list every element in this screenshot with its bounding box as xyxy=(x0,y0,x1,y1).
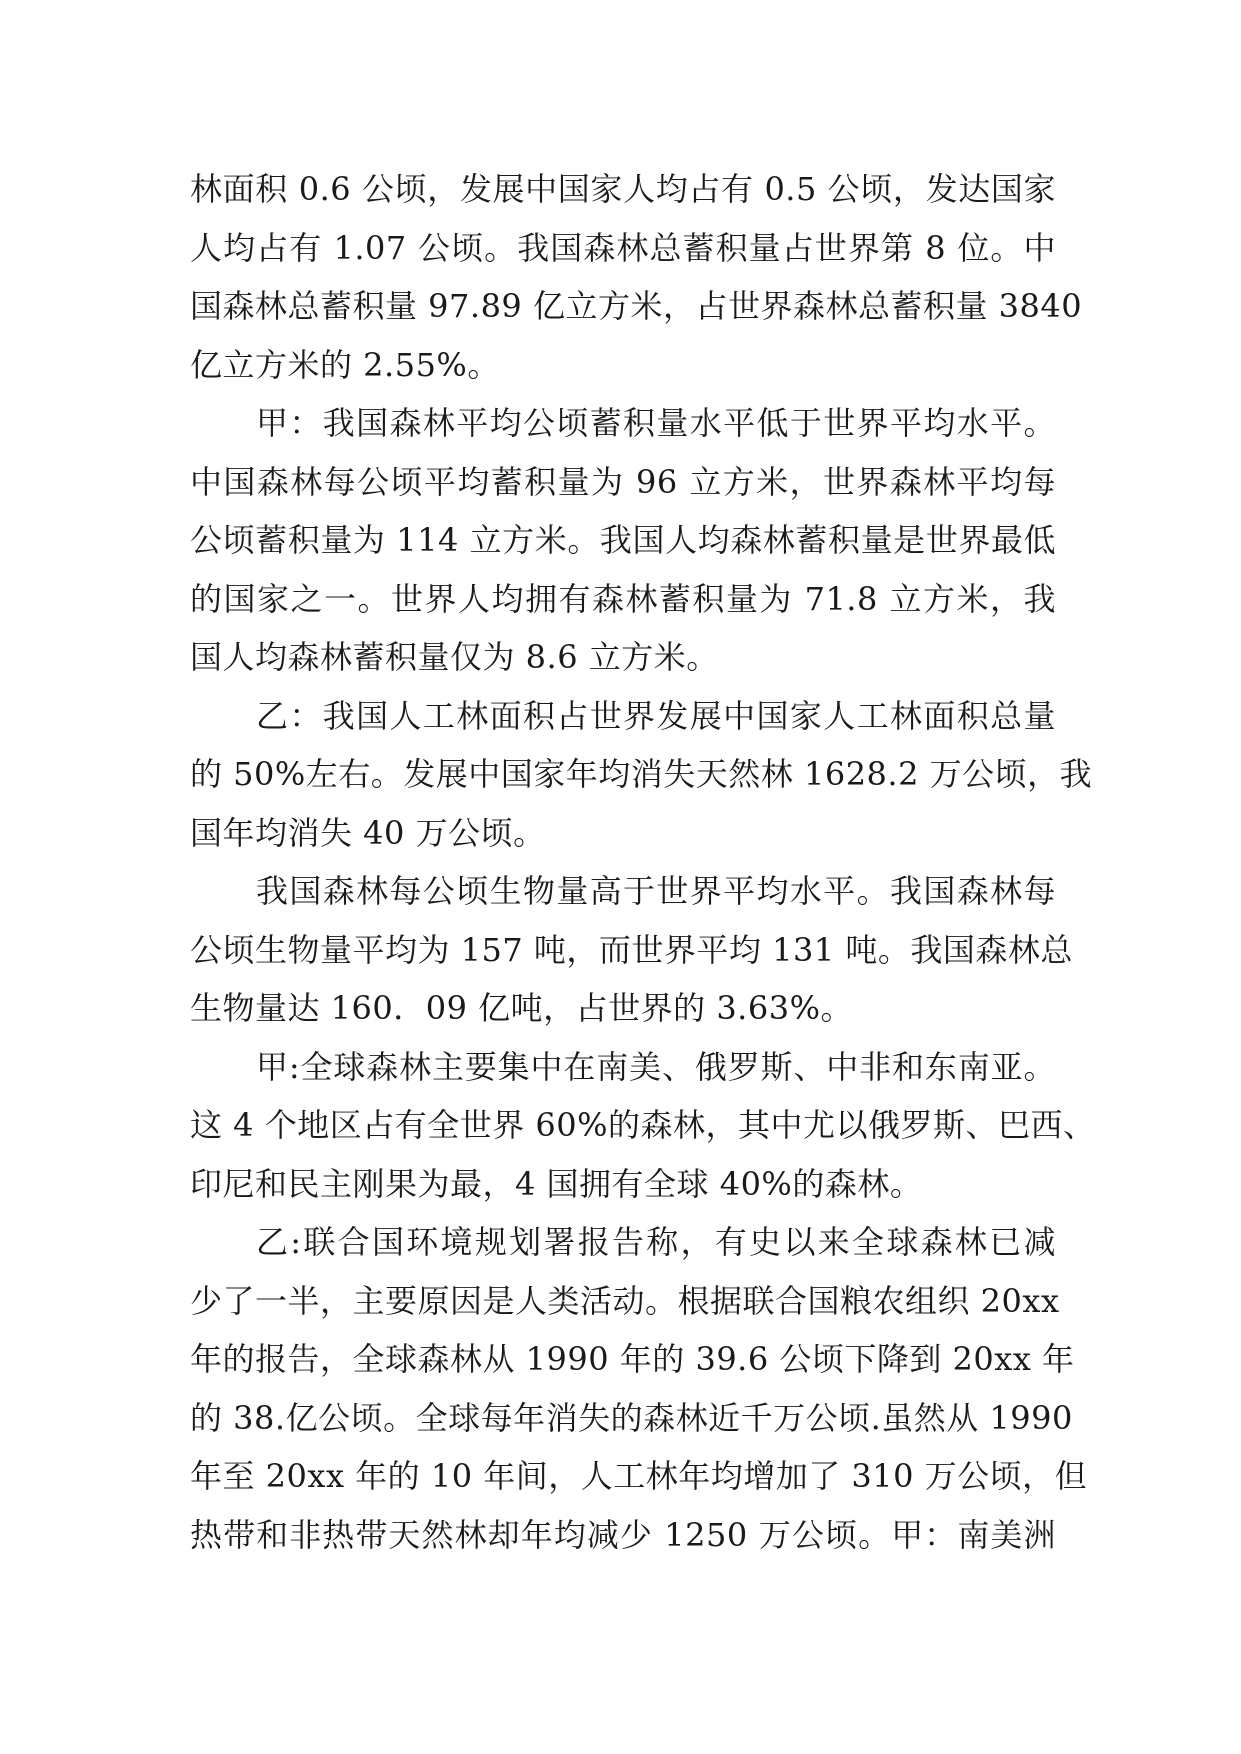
text-line: 的国家之一。世界人均拥有森林蓄积量为 71.8 立方米，我 xyxy=(190,579,1056,618)
text-line: 国人均森林蓄积量仅为 8.6 立方米。 xyxy=(190,638,719,676)
text-line: 热带和非热带天然林却年均减少 1250 万公顷。甲：南美洲 xyxy=(190,1515,1056,1554)
text-line: 公顷生物量平均为 157 吨，而世界平均 131 吨。我国森林总 xyxy=(190,930,1073,969)
text-line: 我国森林每公顷生物量高于世界平均水平。我国森林每 xyxy=(256,872,1056,910)
paragraph-jia-global-distribution xyxy=(190,1038,1096,1214)
text-line: 乙：我国人工林面积占世界发展中国家人工林面积总量 xyxy=(256,696,1056,735)
text-line: 公顷蓄积量为 114 立方米。我国人均森林蓄积量是世界最低 xyxy=(190,521,1056,559)
document-body xyxy=(190,160,1096,1564)
text-line: 乙:联合国环境规划署报告称，有史以来全球森林已减 xyxy=(256,1223,1056,1261)
text-line: 年至 20xx 年的 10 年间，人工林年均增加了 310 万公顷，但 xyxy=(190,1457,1088,1495)
text-line: 的 38.亿公顷。全球每年消失的森林近千万公顷.虽然从 1990 xyxy=(190,1398,1073,1437)
text-line: 国年均消失 40 万公顷。 xyxy=(190,813,546,852)
text-line: 的 50%左右。发展中国家年均消失天然林 1628.2 万公顷，我 xyxy=(190,755,1093,793)
paragraph-jia-stock xyxy=(190,394,1056,687)
text-line: 甲:全球森林主要集中在南美、俄罗斯、中非和东南亚。 xyxy=(256,1047,1056,1086)
text-line: 中国森林每公顷平均蓄积量为 96 立方米，世界森林平均每 xyxy=(190,462,1056,501)
paragraph-yi-unep-report xyxy=(190,1213,1088,1564)
paragraph-forest-area xyxy=(190,160,1083,394)
text-line: 生物量达 160．09 亿吨，占世界的 3.63%。 xyxy=(190,989,853,1027)
text-line: 林面积 0.6 公顷，发展中国家人均占有 0.5 公顷，发达国家 xyxy=(190,170,1056,208)
paragraph-yi-plantation xyxy=(190,687,1093,863)
paragraph-biomass xyxy=(190,862,1073,1038)
text-line: 年的报告，全球森林从 1990 年的 39.6 公顷下降到 20xx 年 xyxy=(190,1340,1075,1378)
text-line: 人均占有 1.07 公顷。我国森林总蓄积量占世界第 8 位。中 xyxy=(190,228,1056,267)
text-line: 甲：我国森林平均公顷蓄积量水平低于世界平均水平。 xyxy=(256,404,1056,442)
text-line: 国森林总蓄积量 97.89 亿立方米，占世界森林总蓄积量 3840 xyxy=(190,287,1083,325)
text-line: 印尼和民主刚果为最，4 国拥有全球 40%的森林。 xyxy=(190,1164,923,1203)
text-line: 亿立方米的 2.55%。 xyxy=(190,345,500,384)
text-line: 这 4 个地区占有全世界 60%的森林，其中尤以俄罗斯、巴西、 xyxy=(190,1106,1096,1144)
text-line: 少了一半，主要原因是人类活动。根据联合国粮农组织 20xx xyxy=(190,1281,1060,1320)
